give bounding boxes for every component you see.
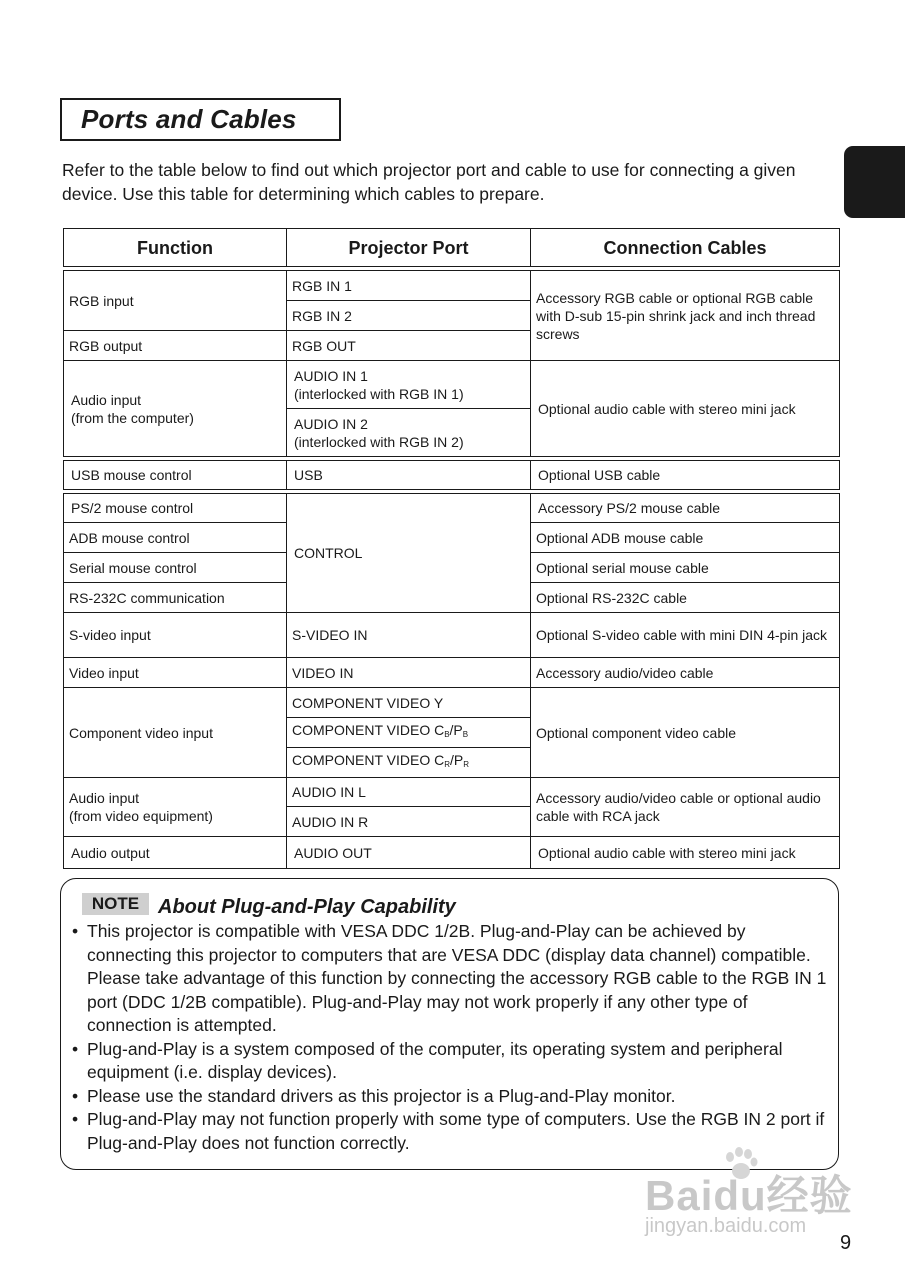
cable-cell: Accessory RGB cable or optional RGB cable with D-sub 15-pin shrink jack and inch thread screws bbox=[531, 271, 840, 361]
function-cell: RGB input bbox=[64, 271, 287, 331]
port-line: AUDIO IN 1 bbox=[294, 367, 368, 384]
port-cell: AUDIO IN R bbox=[287, 807, 531, 837]
note-item: • Please use the standard drivers as this projector is a Plug-and-Play monitor. bbox=[70, 1085, 832, 1109]
table-header-row bbox=[64, 229, 840, 267]
function-cell: RS-232C communication bbox=[64, 583, 287, 613]
cable-cell: Accessory PS/2 mouse cable bbox=[531, 494, 840, 523]
port-cell: USB bbox=[287, 461, 531, 490]
function-cell: Serial mouse control bbox=[64, 553, 287, 583]
port-cell bbox=[287, 748, 531, 778]
table-row bbox=[64, 271, 840, 301]
function-cell: USB mouse control bbox=[64, 461, 287, 490]
cable-cell: Optional audio cable with stereo mini jack bbox=[531, 361, 840, 457]
port-line: (interlocked with RGB IN 2) bbox=[294, 433, 464, 450]
port-text: COMPONENT VIDEO C bbox=[292, 752, 445, 768]
cable-cell: Optional serial mouse cable bbox=[531, 553, 840, 583]
page-number: 9 bbox=[840, 1232, 852, 1254]
cable-cell: Accessory audio/video cable bbox=[531, 658, 840, 688]
port-text: /P bbox=[449, 752, 464, 768]
port-line: (interlocked with RGB IN 1) bbox=[294, 385, 464, 402]
note-title: About Plug-and-Play Capability bbox=[158, 896, 456, 918]
subscript: B bbox=[444, 730, 450, 739]
watermark-url: jingyan.baidu.com bbox=[645, 1215, 807, 1237]
port-cell: VIDEO IN bbox=[287, 658, 531, 688]
port-text: COMPONENT VIDEO C bbox=[292, 722, 445, 738]
table-row bbox=[64, 658, 840, 688]
port-cell bbox=[287, 718, 531, 748]
function-cell bbox=[64, 361, 287, 457]
port-cell bbox=[287, 409, 531, 457]
port-cell: RGB OUT bbox=[287, 331, 531, 361]
function-line: (from video equipment) bbox=[69, 808, 213, 824]
function-cell: Audio output bbox=[64, 837, 287, 869]
port-cell: RGB IN 2 bbox=[287, 301, 531, 331]
port-cell: AUDIO IN L bbox=[287, 778, 531, 807]
port-cell: COMPONENT VIDEO Y bbox=[287, 688, 531, 718]
cable-cell: Accessory audio/video cable or optional audio cable with RCA jack bbox=[531, 778, 840, 837]
header-function: Function bbox=[64, 229, 287, 267]
port-cell: RGB IN 1 bbox=[287, 271, 531, 301]
function-cell bbox=[64, 778, 287, 837]
function-line: Audio input bbox=[69, 790, 140, 806]
cable-cell: Optional RS-232C cable bbox=[531, 583, 840, 613]
table-row bbox=[64, 361, 840, 409]
subscript: R bbox=[463, 760, 469, 769]
port-cell: AUDIO OUT bbox=[287, 837, 531, 869]
function-line: Audio input bbox=[71, 391, 142, 408]
note-item: • Plug-and-Play is a system composed of the computer, its operating system and peripheral equipment (i.e. display devices). bbox=[70, 1038, 832, 1085]
subscript: B bbox=[462, 730, 469, 739]
function-cell: Video input bbox=[64, 658, 287, 688]
section-title: Ports and Cables bbox=[81, 104, 297, 134]
table-row bbox=[64, 613, 840, 658]
watermark-logo: Baidu经验 bbox=[645, 1172, 853, 1219]
intro-paragraph: Refer to the table below to find out which projector port and cable to use for connecting a given device. Use this table for determining which cables to prepare. bbox=[62, 160, 796, 204]
port-text: /P bbox=[449, 722, 463, 738]
port-cell: S-VIDEO IN bbox=[287, 613, 531, 658]
port-cell: CONTROL bbox=[287, 494, 531, 613]
cable-cell: Optional audio cable with stereo mini jack bbox=[531, 837, 840, 869]
subscript: R bbox=[444, 760, 450, 769]
note-badge: NOTE bbox=[82, 893, 149, 915]
table-row bbox=[64, 461, 840, 490]
section-title-box bbox=[60, 98, 341, 141]
baidu-watermark bbox=[645, 1145, 855, 1245]
cable-cell: Optional component video cable bbox=[531, 688, 840, 778]
header-connection-cables: Connection Cables bbox=[531, 229, 840, 267]
table-row bbox=[64, 688, 840, 718]
header-projector-port: Projector Port bbox=[287, 229, 531, 267]
function-cell: S-video input bbox=[64, 613, 287, 658]
note-item: • Plug-and-Play may not function properly with some type of computers. Use the RGB IN 2 port if Plug-and-Play does not function correctly. bbox=[70, 1108, 832, 1155]
note-item: • This projector is compatible with VESA DDC 1/2B. Plug-and-Play can be achieved by connecting this projector to computers that are VESA DDC (display data channel) compatible. Please take advantage of this function by connecting the accessory RGB cable to the RGB IN 1 port (DDC 1/2B compatible). Plug-and-Play may not work properly if any other type of connection is attempted. bbox=[70, 920, 832, 1038]
table-row bbox=[64, 837, 840, 869]
chapter-tab bbox=[844, 146, 905, 218]
cable-cell: Optional USB cable bbox=[531, 461, 840, 490]
function-cell: RGB output bbox=[64, 331, 287, 361]
cable-cell: Optional S-video cable with mini DIN 4-pin jack bbox=[531, 613, 840, 658]
table-row bbox=[64, 778, 840, 807]
port-cell bbox=[287, 361, 531, 409]
table-row bbox=[64, 494, 840, 523]
function-cell: ADB mouse control bbox=[64, 523, 287, 553]
port-line: AUDIO IN 2 bbox=[294, 415, 368, 432]
cable-cell: Optional ADB mouse cable bbox=[531, 523, 840, 553]
function-line: (from the computer) bbox=[71, 409, 194, 426]
ports-cables-table bbox=[63, 228, 840, 869]
function-cell: Component video input bbox=[64, 688, 287, 778]
note-list bbox=[70, 920, 832, 1155]
function-cell: PS/2 mouse control bbox=[64, 494, 287, 523]
